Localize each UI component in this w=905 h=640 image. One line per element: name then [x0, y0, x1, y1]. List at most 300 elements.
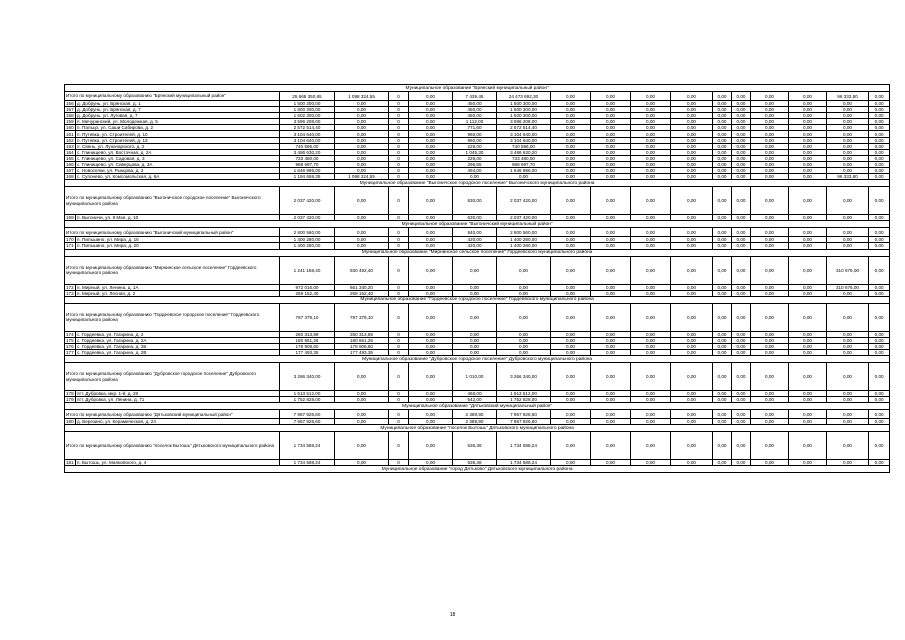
- total-value: 0,00: [732, 432, 751, 460]
- row-value: 0,00: [335, 101, 389, 107]
- total-label: Итого по муниципальному образованию "Брянский муниципальный район": [65, 92, 280, 101]
- row-value: 0,00: [671, 131, 713, 137]
- row-value: 0,00: [751, 131, 789, 137]
- total-value: 0,00: [713, 92, 732, 101]
- total-row: [65, 228, 890, 237]
- total-value: 0: [389, 187, 409, 215]
- row-value: 0,00: [671, 391, 713, 397]
- row-value: 0,00: [335, 215, 389, 221]
- row-value: 0: [389, 113, 409, 119]
- row-value: 0,00: [713, 343, 732, 349]
- total-value: 2 037 420,00: [497, 187, 551, 215]
- row-value: 0,00: [827, 215, 869, 221]
- total-value: 0,00: [631, 92, 671, 101]
- row-value: 0,00: [751, 290, 789, 296]
- total-value: 0,00: [827, 187, 869, 215]
- total-value: 0: [389, 303, 409, 331]
- total-value: 3 266 340,00: [280, 363, 335, 391]
- total-value: 1 734 588,24: [280, 432, 335, 460]
- row-value: 0,00: [497, 284, 551, 290]
- row-value: 0,00: [453, 337, 497, 343]
- row-value: 0,00: [827, 149, 869, 155]
- row-value: 0: [389, 149, 409, 155]
- row-value: 0,00: [551, 337, 591, 343]
- row-value: 0,00: [869, 119, 890, 125]
- row-value: 0,00: [789, 284, 827, 290]
- total-value: 0: [389, 363, 409, 391]
- row-value: 0,00: [591, 343, 631, 349]
- row-value: 0,00: [732, 284, 751, 290]
- row-value: 0,00: [551, 391, 591, 397]
- row-value: 0,00: [551, 397, 591, 403]
- row-value: 0,00: [551, 215, 591, 221]
- row-value: 2 389,90: [453, 419, 497, 425]
- row-value: 0,00: [869, 143, 890, 149]
- row-address: д. Березино, ул. Керамическая, д. 24: [76, 419, 280, 425]
- row-value: 0,00: [869, 137, 890, 143]
- total-value: 0,00: [409, 256, 453, 284]
- row-value: 0,00: [732, 107, 751, 113]
- total-row: [65, 303, 890, 331]
- row-value: 0,00: [789, 161, 827, 167]
- total-value: 0,00: [751, 363, 789, 391]
- total-value: 0,00: [789, 363, 827, 391]
- row-value: 0,00: [551, 101, 591, 107]
- row-value: 0,00: [409, 143, 453, 149]
- row-address: д. Добрунь, ул. Луговая, д. 7: [76, 113, 280, 119]
- total-value: 0,00: [591, 92, 631, 101]
- row-value: 0,00: [591, 243, 631, 249]
- row-value: 450,00: [453, 107, 497, 113]
- total-row: [65, 92, 890, 101]
- row-address: д. Добрунь, ул. Брянская, д. 7: [76, 107, 280, 113]
- total-value: 0,00: [713, 228, 732, 237]
- row-number: 180: [66, 419, 74, 425]
- total-value: 1 098 324,55: [335, 92, 389, 101]
- total-value: 7 439,45: [453, 92, 497, 101]
- total-value: 1 734 588,24: [497, 432, 551, 460]
- row-value: 468,00: [453, 391, 497, 397]
- row-value: 0,00: [453, 290, 497, 296]
- row-value: 0,00: [409, 343, 453, 349]
- row-value: 0: [389, 215, 409, 221]
- row-address: п. Свень, ул. Луначарского, д. 2: [76, 143, 280, 149]
- row-value: 0,00: [869, 155, 890, 161]
- row-address: с. Новоселки, ул. Рыкцова, д. 2: [76, 168, 280, 174]
- row-value: 0,00: [631, 331, 671, 337]
- total-value: 0,00: [713, 187, 732, 215]
- total-value: 0,00: [827, 363, 869, 391]
- row-value: 0,00: [732, 168, 751, 174]
- row-value: 2 572 514,40: [497, 125, 551, 131]
- row-value: 0,00: [591, 101, 631, 107]
- total-value: 0,00: [751, 303, 789, 331]
- total-value: 0,00: [335, 410, 389, 419]
- row-value: 0,00: [335, 149, 389, 155]
- row-value: 0,00: [869, 419, 890, 425]
- row-value: 0,00: [671, 168, 713, 174]
- row-address: п. Мирный, ул. Лесная, д. 2: [76, 290, 280, 296]
- row-value: 0,00: [732, 397, 751, 403]
- row-value: 0,00: [869, 168, 890, 174]
- register-sheet: [64, 84, 889, 473]
- row-value: 0,00: [751, 107, 789, 113]
- row-value: 0: [389, 101, 409, 107]
- row-value: 0,00: [751, 419, 789, 425]
- total-value: 0,00: [827, 410, 869, 419]
- total-value: 0,00: [732, 256, 751, 284]
- total-value: 0,00: [551, 187, 591, 215]
- total-value: 0,00: [732, 92, 751, 101]
- row-value: 0: [389, 290, 409, 296]
- row-value: 0,00: [827, 349, 869, 355]
- row-value: 0,00: [591, 290, 631, 296]
- row-value: 960,00: [453, 137, 497, 143]
- row-number: 157: [66, 107, 74, 113]
- total-value: 0,00: [409, 432, 453, 460]
- row-value: 0,00: [631, 168, 671, 174]
- row-value: 0,00: [497, 349, 551, 355]
- row-value: 0,00: [551, 290, 591, 296]
- row-number: 178: [66, 391, 74, 397]
- total-value: 96 333,80: [827, 92, 869, 101]
- row-value: 0,00: [409, 349, 453, 355]
- total-value: 0,00: [551, 228, 591, 237]
- row-value: 0,00: [551, 107, 591, 113]
- row-value: 180 661,26: [335, 337, 389, 343]
- row-value: 0,00: [335, 143, 389, 149]
- total-value: 0,00: [551, 303, 591, 331]
- total-value: 797 379,10: [335, 303, 389, 331]
- row-value: 0,00: [631, 107, 671, 113]
- row-value: 0,00: [631, 419, 671, 425]
- total-value: 0,00: [732, 228, 751, 237]
- row-value: 0,00: [732, 174, 751, 180]
- total-value: 0,00: [751, 432, 789, 460]
- total-value: 0,00: [869, 303, 890, 331]
- row-value: 0,00: [409, 243, 453, 249]
- row-address: д. Добрунь, ул. Брянская, д. 1: [76, 101, 280, 107]
- row-value: 0,00: [551, 243, 591, 249]
- total-value: 0,00: [631, 256, 671, 284]
- row-value: 260 313,89: [335, 331, 389, 337]
- row-value: 0,00: [869, 107, 890, 113]
- section-header: [65, 403, 890, 410]
- row-value: 269 152,40: [280, 290, 335, 296]
- row-value: 0,00: [591, 107, 631, 113]
- row-value: 0: [389, 397, 409, 403]
- row-number: 172: [66, 284, 74, 290]
- row-value: 0,00: [732, 243, 751, 249]
- row-number: 171: [66, 243, 74, 249]
- row-value: 0: [389, 343, 409, 349]
- row-number: 181: [66, 460, 74, 466]
- row-value: 0,00: [591, 237, 631, 243]
- total-value: 2 389,90: [453, 410, 497, 419]
- row-value: 0,00: [751, 161, 789, 167]
- row-value: 0: [389, 161, 409, 167]
- row-value: 0,00: [335, 125, 389, 131]
- row-value: 0,00: [409, 125, 453, 131]
- row-value: 0,00: [713, 131, 732, 137]
- row-value: 0,00: [751, 349, 789, 355]
- row-value: 0,00: [591, 125, 631, 131]
- row-value: 0,00: [751, 284, 789, 290]
- row-value: 1 045,30: [453, 149, 497, 155]
- row-value: 0,00: [409, 101, 453, 107]
- row-value: 0,00: [453, 343, 497, 349]
- row-value: 0,00: [732, 419, 751, 425]
- row-number: 177: [66, 350, 74, 356]
- row-value: 0,00: [789, 143, 827, 149]
- row-address: п. Пальцо, ул. Саши Сабирова, д. 2: [76, 125, 280, 131]
- total-value: 0,00: [551, 256, 591, 284]
- row-value: 0,00: [789, 290, 827, 296]
- row-value: 733 480,00: [280, 155, 335, 161]
- total-value: 1 010,00: [453, 363, 497, 391]
- row-value: 1 502 300,00: [280, 113, 335, 119]
- row-value: 0,00: [551, 161, 591, 167]
- row-value: 0,00: [551, 113, 591, 119]
- row-value: 0,00: [732, 349, 751, 355]
- row-value: 0,00: [713, 113, 732, 119]
- row-value: 0,00: [409, 215, 453, 221]
- row-value: 0,00: [789, 174, 827, 180]
- row-value: 0,00: [631, 243, 671, 249]
- row-value: 1 752 828,00: [280, 397, 335, 403]
- row-value: 0,00: [869, 215, 890, 221]
- row-value: 740 596,00: [497, 143, 551, 149]
- total-value: 0,00: [409, 363, 453, 391]
- total-label: Итого по муниципальному образованию "Дубровское городское поселение" Дубровского муниципального района: [65, 363, 280, 391]
- row-value: 0,00: [732, 343, 751, 349]
- row-value: 0,00: [551, 331, 591, 337]
- row-address: с. Гордеевка, ул. Гагарина, д. 2В: [76, 349, 280, 355]
- row-value: 661 340,20: [335, 284, 389, 290]
- row-value: 0,00: [335, 161, 389, 167]
- row-number: 158: [66, 113, 74, 119]
- row-value: 0,00: [789, 149, 827, 155]
- row-value: 0,00: [751, 125, 789, 131]
- row-value: 0,00: [631, 155, 671, 161]
- row-value: 0,00: [631, 349, 671, 355]
- row-value: 178 908,60: [280, 343, 335, 349]
- row-value: 0,00: [631, 460, 671, 466]
- row-value: 0,00: [827, 331, 869, 337]
- total-value: 0,00: [732, 187, 751, 215]
- total-value: 0,00: [789, 92, 827, 101]
- row-value: 0: [389, 460, 409, 466]
- row-value: 0,00: [335, 237, 389, 243]
- row-value: 0,00: [789, 137, 827, 143]
- row-value: 3 104 640,00: [280, 137, 335, 143]
- row-value: 0,00: [827, 460, 869, 466]
- row-value: 0,00: [335, 119, 389, 125]
- row-value: 0,00: [409, 460, 453, 466]
- total-value: 0,00: [751, 410, 789, 419]
- total-row: [65, 187, 890, 215]
- total-value: 0,00: [713, 363, 732, 391]
- row-value: 0,00: [827, 119, 869, 125]
- total-value: 0,00: [591, 363, 631, 391]
- total-value: 0,00: [713, 256, 732, 284]
- row-number: 159: [66, 119, 74, 125]
- row-number: 168: [66, 174, 74, 180]
- total-value: 0,00: [671, 187, 713, 215]
- row-address: п. Мичуринский, ул. Молодежная, д. 5: [76, 119, 280, 125]
- row-value: 0: [389, 143, 409, 149]
- row-value: 630,00: [453, 215, 497, 221]
- row-value: 0,00: [409, 113, 453, 119]
- row-value: 0,00: [869, 113, 890, 119]
- total-value: 0,00: [869, 92, 890, 101]
- row-value: 0,00: [751, 337, 789, 343]
- row-value: 0,00: [671, 343, 713, 349]
- row-value: 0,00: [671, 331, 713, 337]
- row-value: 0,00: [713, 397, 732, 403]
- row-value: 0,00: [732, 101, 751, 107]
- row-value: 972 016,00: [280, 284, 335, 290]
- row-value: 0,00: [591, 397, 631, 403]
- total-value: 0,00: [591, 432, 631, 460]
- row-value: 0,00: [751, 331, 789, 337]
- row-value: 1 752 828,00: [497, 397, 551, 403]
- row-value: 0,00: [409, 391, 453, 397]
- total-value: 2 037 420,00: [280, 187, 335, 215]
- row-value: 0,00: [409, 131, 453, 137]
- row-value: 1 500 300,00: [497, 107, 551, 113]
- row-value: 226,00: [453, 155, 497, 161]
- row-number: 161: [66, 131, 74, 137]
- row-value: 0,00: [409, 137, 453, 143]
- row-address: с. Гордеевка, ул. Гагарина, д. 2: [76, 331, 280, 337]
- row-value: 0,00: [631, 174, 671, 180]
- row-value: 7 967 926,60: [280, 419, 335, 425]
- total-value: 0: [389, 410, 409, 419]
- total-value: 7 967 926,60: [280, 410, 335, 419]
- row-value: 0,00: [453, 331, 497, 337]
- row-value: 1 513 512,00: [280, 391, 335, 397]
- row-value: 269 152,40: [335, 290, 389, 296]
- row-value: 0,00: [591, 460, 631, 466]
- row-value: 0,00: [789, 125, 827, 131]
- row-value: 0,00: [591, 419, 631, 425]
- total-label: Итого по муниципальному образованию "Выгоничское городское поселение" Выгоничского муниципального района: [65, 187, 280, 215]
- row-value: 0,00: [335, 391, 389, 397]
- row-value: 0,00: [751, 343, 789, 349]
- row-value: 0,00: [631, 143, 671, 149]
- total-value: 0,00: [631, 410, 671, 419]
- row-value: 960,00: [453, 131, 497, 137]
- table-body: [65, 85, 890, 473]
- row-value: 0,00: [335, 419, 389, 425]
- row-address: п. Пильшино, ул. Мира, д. 20: [76, 243, 280, 249]
- total-value: 0,00: [631, 187, 671, 215]
- total-value: 24 473 692,30: [497, 92, 551, 101]
- row-value: 0: [389, 237, 409, 243]
- total-value: 0,00: [789, 432, 827, 460]
- row-value: 0,00: [789, 215, 827, 221]
- row-value: 0,00: [869, 131, 890, 137]
- row-value: 310 676,00: [827, 284, 869, 290]
- row-value: 3 104 640,00: [497, 137, 551, 143]
- total-value: 0,00: [551, 410, 591, 419]
- row-value: 3 104 640,00: [280, 131, 335, 137]
- row-value: 0,00: [869, 331, 890, 337]
- row-value: 0,00: [631, 161, 671, 167]
- total-value: 0,00: [409, 410, 453, 419]
- row-value: 0,00: [671, 349, 713, 355]
- row-value: 450,00: [453, 113, 497, 119]
- row-value: 0,00: [551, 174, 591, 180]
- row-value: 0: [389, 391, 409, 397]
- row-value: 0,00: [732, 137, 751, 143]
- total-value: 0,00: [671, 363, 713, 391]
- row-value: 740 596,00: [280, 143, 335, 149]
- row-value: 0,00: [789, 243, 827, 249]
- row-value: 0,00: [869, 243, 890, 249]
- section-title: Муниципальное образование "город Дятьково" Дятьковского муниципального района: [65, 466, 890, 473]
- row-value: 0: [389, 419, 409, 425]
- row-value: 0,00: [551, 419, 591, 425]
- total-value: 0,00: [591, 410, 631, 419]
- row-value: 0,00: [631, 337, 671, 343]
- total-value: 0,00: [751, 228, 789, 237]
- row-value: 0,00: [713, 143, 732, 149]
- row-value: 0,00: [631, 290, 671, 296]
- row-value: 0,00: [869, 125, 890, 131]
- row-value: 0,00: [713, 155, 732, 161]
- row-value: 1 800 300,00: [280, 107, 335, 113]
- row-value: 0,00: [789, 349, 827, 355]
- row-value: 0,00: [827, 161, 869, 167]
- row-value: 0,00: [671, 101, 713, 107]
- total-value: 0,00: [789, 228, 827, 237]
- row-value: 1 734 588,24: [280, 460, 335, 466]
- row-value: 0: [389, 131, 409, 137]
- row-value: 0,00: [732, 290, 751, 296]
- row-address: п. Выгоничи, ул. 9 Мая, д. 10: [76, 215, 280, 221]
- section-title: Муниципальное образование "Гордеевское городское поселение" Гордеевского муниципального района: [65, 296, 890, 303]
- row-value: 177 493,35: [280, 349, 335, 355]
- row-value: 0,00: [827, 101, 869, 107]
- row-value: 0,00: [551, 143, 591, 149]
- total-value: 0,00: [335, 228, 389, 237]
- row-value: 988 697,70: [280, 161, 335, 167]
- row-value: 0,00: [827, 137, 869, 143]
- row-value: 7 967 926,60: [497, 419, 551, 425]
- row-address: с. Супонево, ул. Комсомольская, д. 6А: [76, 174, 280, 180]
- row-value: 0,00: [751, 215, 789, 221]
- total-value: 0,00: [827, 303, 869, 331]
- row-value: 1 400 280,00: [280, 243, 335, 249]
- total-row: [65, 410, 890, 419]
- total-value: 0,00: [631, 303, 671, 331]
- total-value: 0,00: [591, 303, 631, 331]
- row-value: 0,00: [591, 174, 631, 180]
- row-value: 0,00: [869, 161, 890, 167]
- total-value: 0: [389, 92, 409, 101]
- row-value: 0: [389, 107, 409, 113]
- total-value: 0,00: [827, 432, 869, 460]
- total-value: 2 800 560,00: [497, 228, 551, 237]
- row-value: 1 513 512,00: [497, 391, 551, 397]
- row-value: 0,00: [631, 113, 671, 119]
- row-value: 0,00: [827, 419, 869, 425]
- row-address: пгт. Дубровка, ул. Ленина, д. 71: [76, 397, 280, 403]
- page-number: 18: [449, 612, 456, 618]
- row-value: 0,00: [713, 161, 732, 167]
